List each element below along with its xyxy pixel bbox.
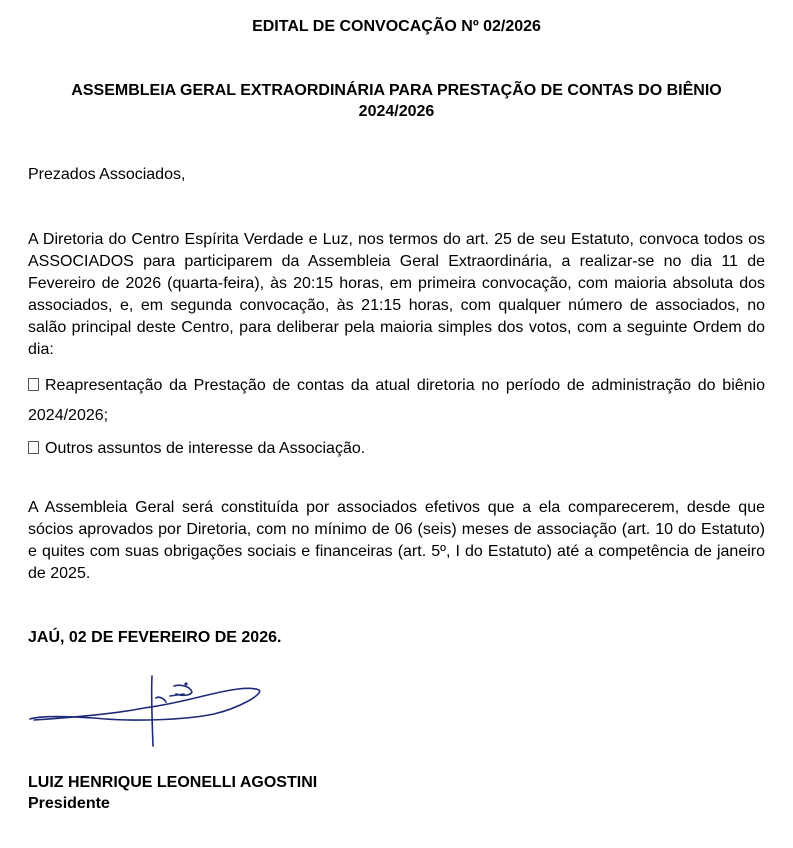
greeting: Prezados Associados,	[28, 166, 186, 183]
checkbox-icon	[28, 378, 39, 391]
document-title: EDITAL DE CONVOCAÇÃO Nº 02/2026	[252, 18, 541, 35]
agenda-item	[28, 371, 765, 431]
convocation-paragraph: A Diretoria do Centro Espírita Verdade e Luz, nos termos do art. 25 de seu Estatuto, convoca todos os ASSOCIADOS para participarem da Assembleia Geral Extraordinária, a realizar-se no dia 11 de Fevereiro de 2026 (quarta-feira), às 20:15 horas, em primeira convocação, com maioria absoluta dos associados, e, em segunda convocação, às 21:15 horas, com qualquer número de associados, no salão principal deste Centro, para deliberar pela maioria simples dos votos, com a seguinte Ordem do dia:	[28, 231, 765, 358]
agenda-item-text: Outros assuntos de interesse da Associação.	[45, 440, 366, 457]
signer-role: Presidente	[28, 795, 110, 812]
agenda-item-text: Reapresentação da Prestação de contas da atual diretoria no período de administração do biênio 2024/2026;	[28, 377, 765, 424]
handwritten-signature	[24, 668, 274, 758]
assembly-composition-paragraph: A Assembleia Geral será constituída por associados efetivos que a ela comparecerem, desde que sócios aprovados por Diretoria, com no mínimo de 06 (seis) meses de associação (art. 10 do Estatuto) e quites com suas obrigações sociais e financeiras (art. 5º, I do Estatuto) até a competência de janeiro de 2025.	[28, 499, 765, 582]
agenda-item	[28, 434, 765, 464]
document-subtitle: ASSEMBLEIA GERAL EXTRAORDINÁRIA PARA PRESTAÇÃO DE CONTAS DO BIÊNIO 2024/2026	[71, 82, 722, 120]
checkbox-icon	[28, 441, 39, 454]
signer-name: LUIZ HENRIQUE LEONELLI AGOSTINI	[28, 774, 318, 791]
date-line: JAÚ, 02 DE FEVEREIRO DE 2026.	[28, 629, 282, 646]
